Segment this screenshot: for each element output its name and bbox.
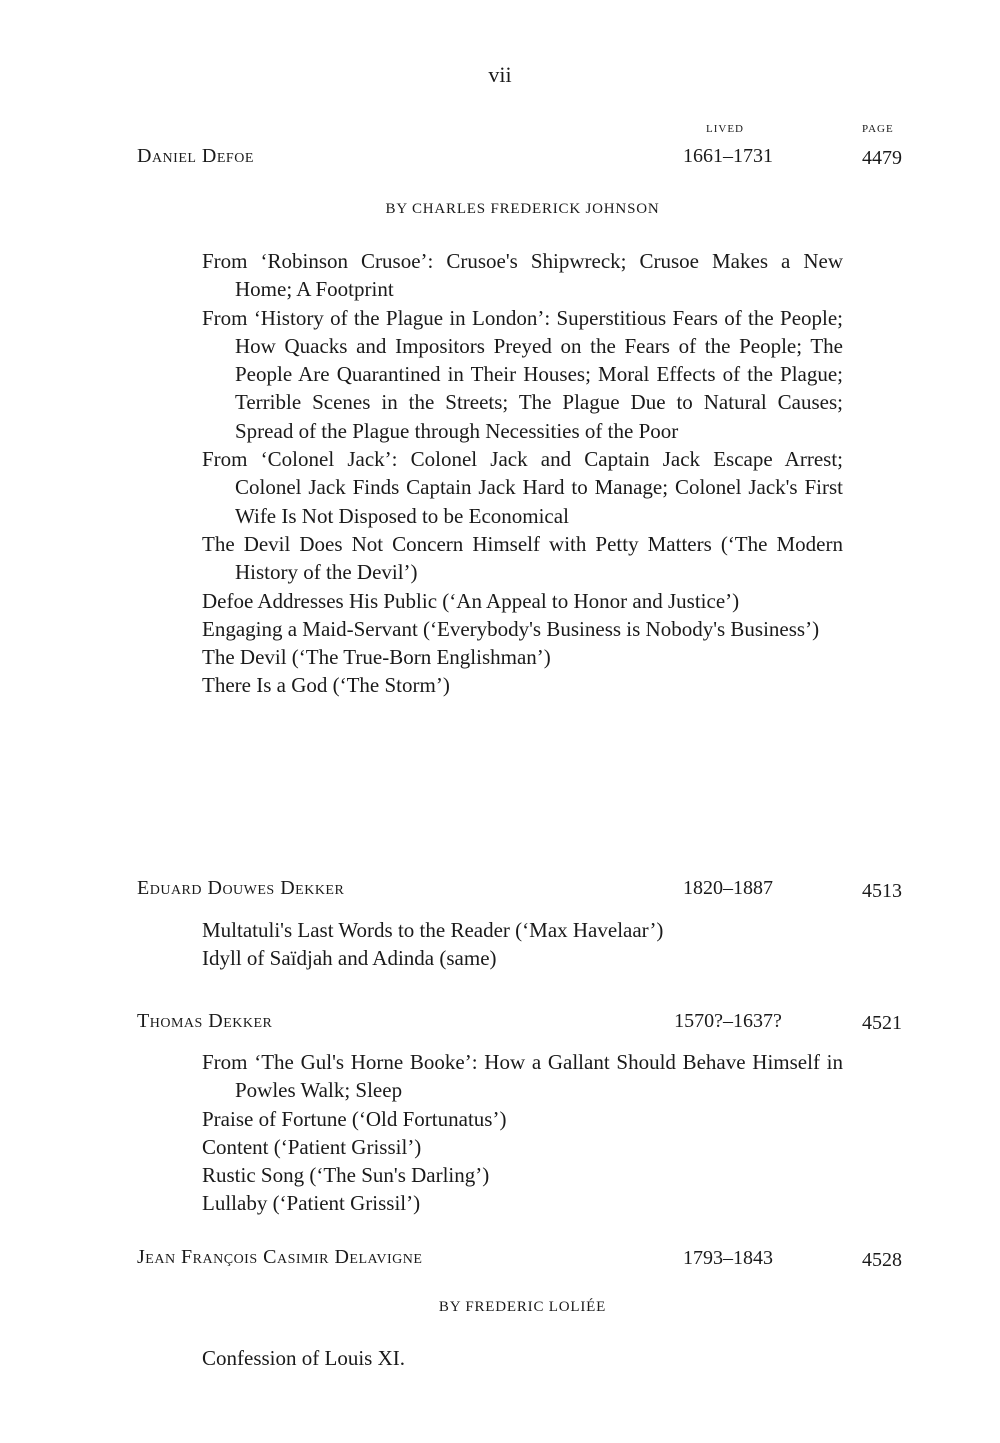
entry: The Devil (‘The True-Born Englishman’) xyxy=(202,645,551,670)
entry: Confession of Louis XI. xyxy=(202,1346,405,1370)
entry: From ‘History of the Plague in London’: Superstitious Fears of the People; How Quacks and Impositors Preyed on the Fears of the People; The People Are Quarantined in Their Houses; Moral Effects of the Plague; Terrible Scenes in the Streets; The Plague Due to Natural Causes; Spread of the Plague through Necessities of the Poor xyxy=(202,305,843,443)
entry: Rustic Song (‘The Sun's Darling’) xyxy=(202,1163,490,1188)
entry: Content (‘Patient Grissil’) xyxy=(202,1134,422,1159)
byline: BY CHARLES FREDERICK JOHNSON xyxy=(385,201,660,217)
entry: From ‘Colonel Jack’: Colonel Jack and Captain Jack Escape Arrest; Colonel Jack Finds Captain Jack Hard to Manage; Colonel Jack's First Wife Is Not Disposed to be Economical xyxy=(202,447,843,528)
entry: From ‘Robinson Crusoe’: Crusoe's Shipwreck; Crusoe Makes a New Home; A Footprint xyxy=(202,249,843,302)
author-name: Daniel Defoe xyxy=(137,145,254,167)
page-column-header: PAGE xyxy=(862,123,894,135)
author-page: 4528 xyxy=(862,1249,902,1271)
author-page: 4521 xyxy=(862,1012,902,1034)
entry: Idyll of Saïdjah and Adinda (same) xyxy=(202,946,497,971)
entry: Engaging a Maid-Servant (‘Everybody's Business is Nobody's Business’) xyxy=(202,616,820,641)
author-dates: 1661–1731 xyxy=(683,145,773,167)
entry: Lullaby (‘Patient Grissil’) xyxy=(202,1191,421,1216)
author-page: 4479 xyxy=(862,147,902,169)
entry: From ‘The Gul's Horne Booke’: How a Gallant Should Behave Himself in Powles Walk; Sleep xyxy=(202,1050,843,1103)
entry: The Devil Does Not Concern Himself with Petty Matters (‘The Modern History of the Devil’) xyxy=(202,531,843,585)
entry-list xyxy=(202,1344,843,1372)
author-dates: 1793–1843 xyxy=(683,1247,773,1269)
entry-list xyxy=(202,1048,843,1218)
author-dates: 1820–1887 xyxy=(683,877,773,899)
entry-list xyxy=(202,916,843,973)
entry: Multatuli's Last Words to the Reader (‘Max Havelaar’) xyxy=(202,918,664,942)
lived-column-header: LIVED xyxy=(706,123,744,135)
page-number: vii xyxy=(488,62,512,87)
entry: There Is a God (‘The Storm’) xyxy=(202,673,450,698)
author-name: Thomas Dekker xyxy=(137,1010,273,1032)
entry: Praise of Fortune (‘Old Fortunatus’) xyxy=(202,1106,507,1131)
author-page: 4513 xyxy=(862,880,902,902)
entry-list xyxy=(202,247,843,700)
entry: Defoe Addresses His Public (‘An Appeal to Honor and Justice’) xyxy=(202,588,740,613)
author-dates: 1570?–1637? xyxy=(674,1010,782,1032)
author-name: Eduard Douwes Dekker xyxy=(137,877,345,899)
author-name: Jean François Casimir Delavigne xyxy=(137,1246,423,1268)
byline: BY FREDERIC LOLIÉE xyxy=(438,1299,607,1315)
